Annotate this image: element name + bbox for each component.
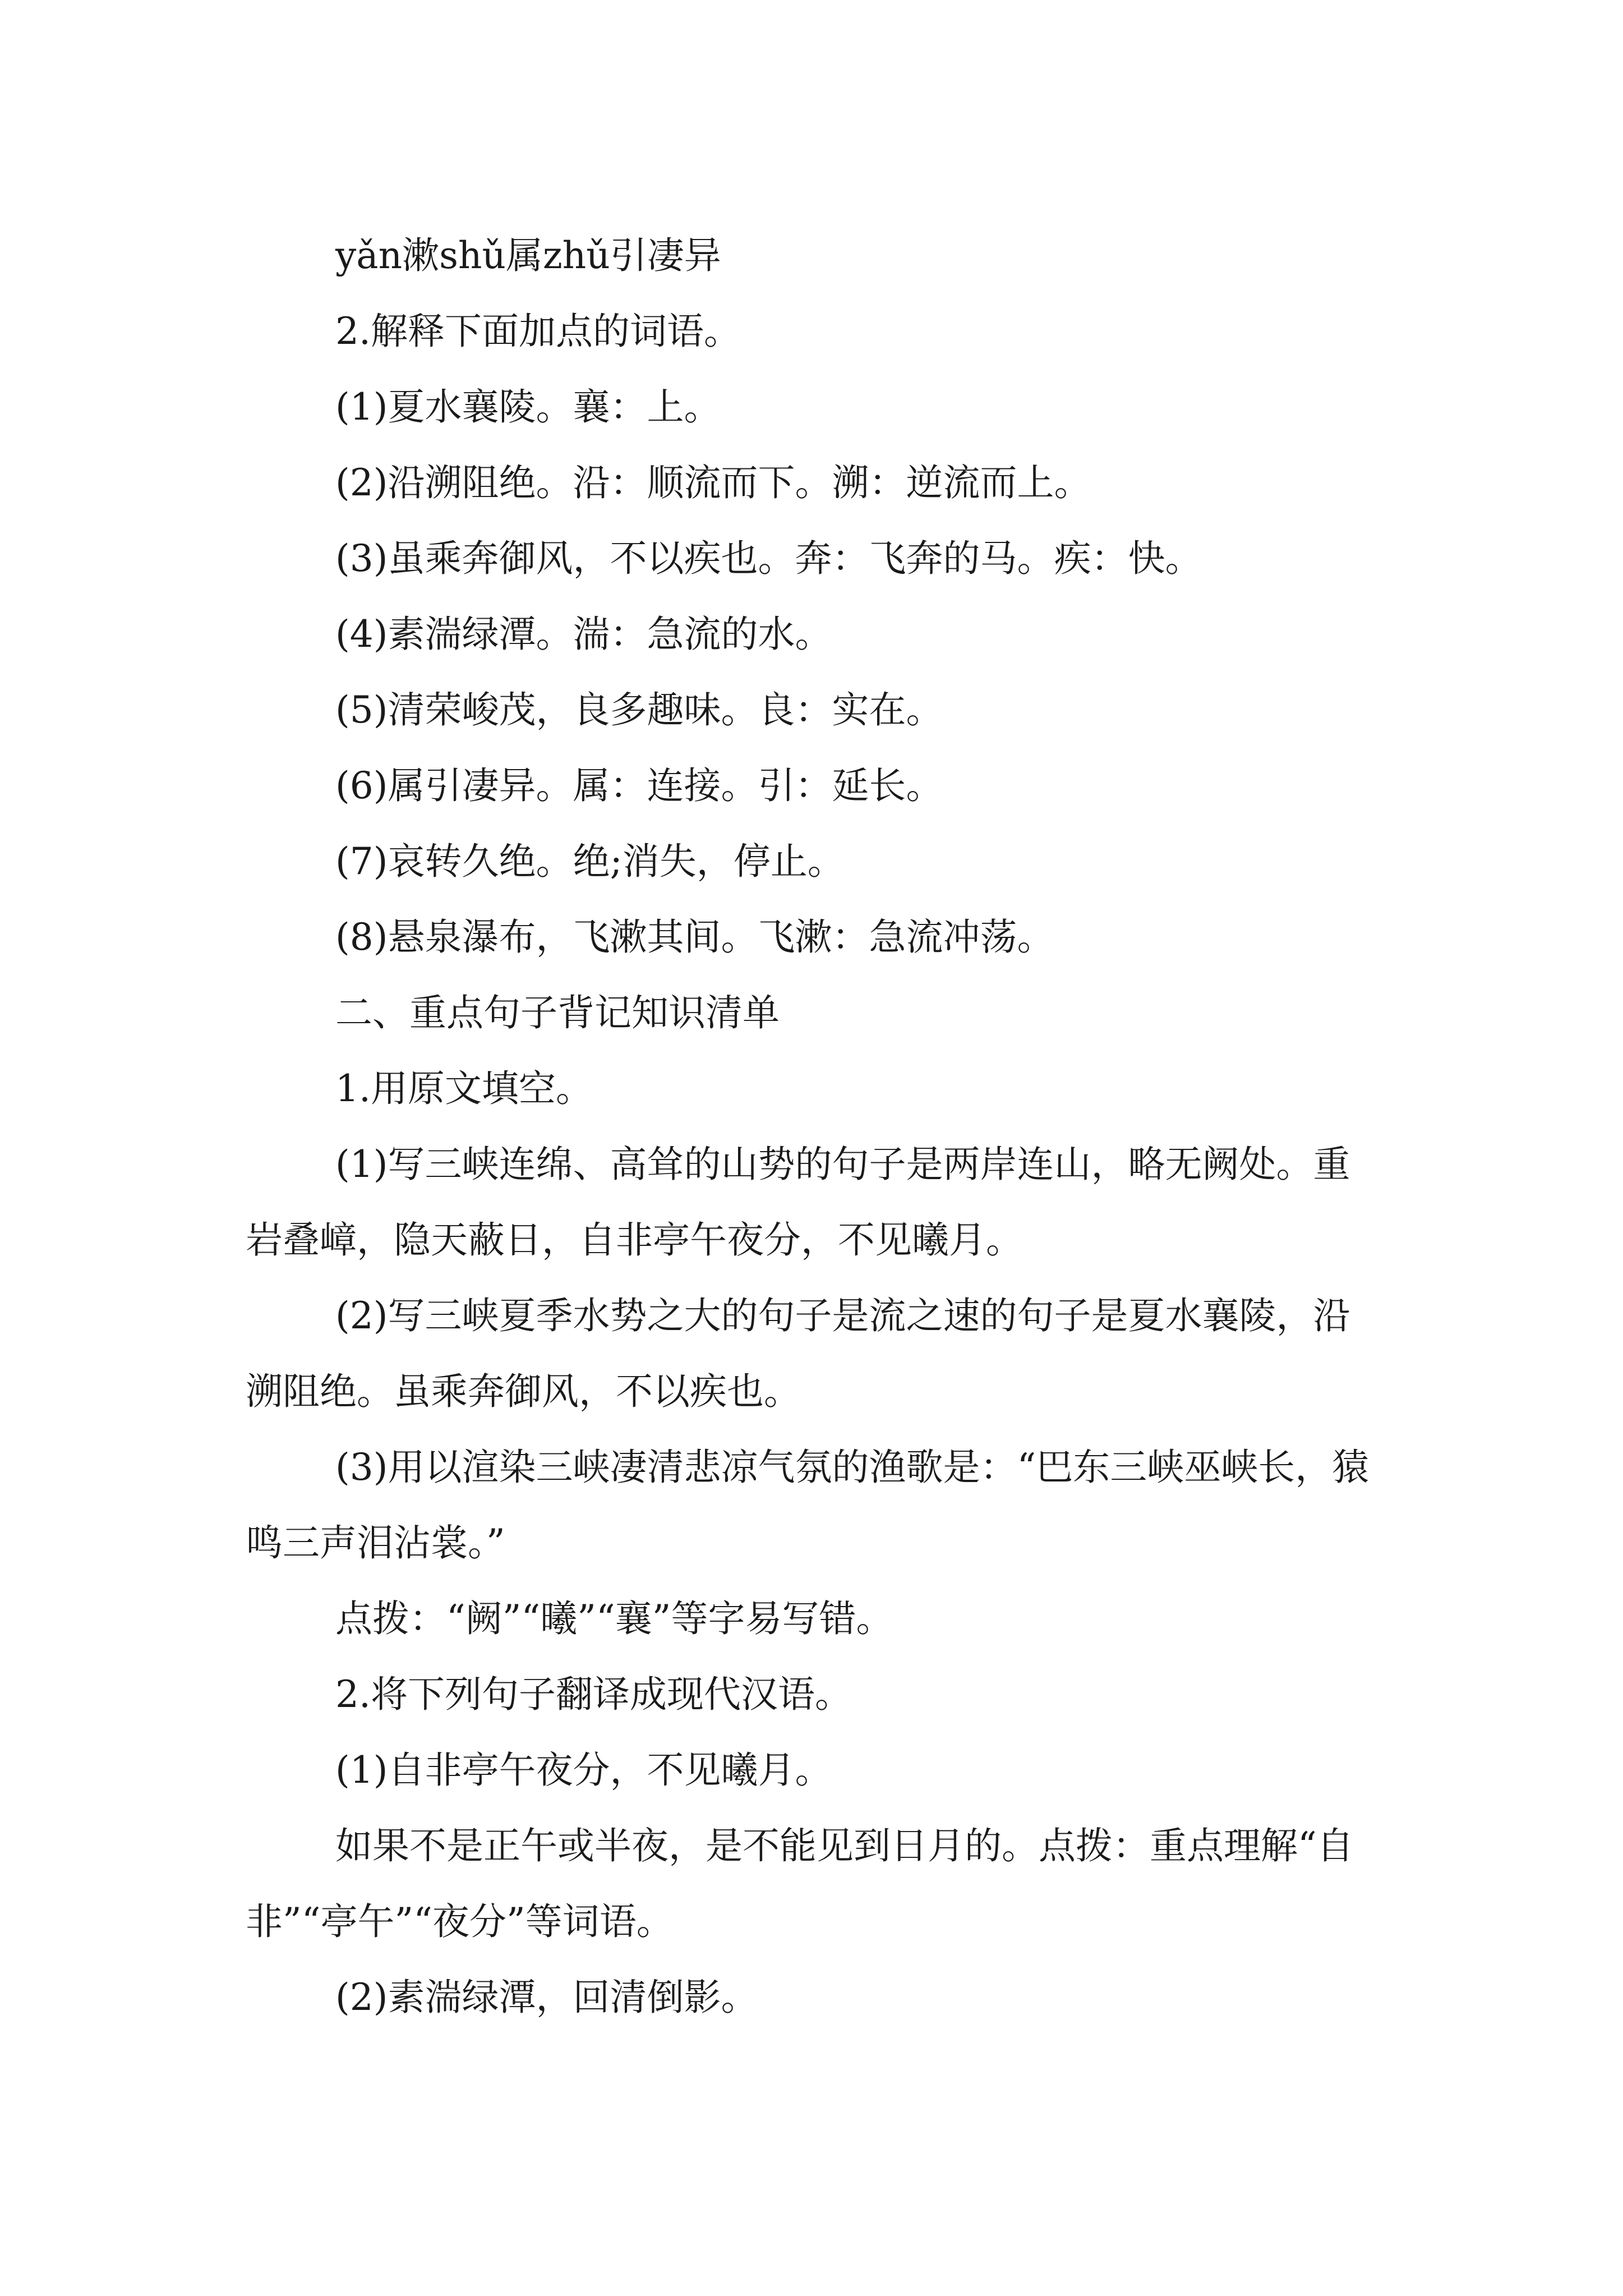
definition-item: (4)素湍绿潭。湍：急流的水。 [335, 613, 832, 656]
definition-item: (8)悬泉瀑布，飞漱其间。飞漱：急流冲荡。 [335, 915, 1054, 959]
definition-item: (6)属引凄异。属：连接。引：延长。 [335, 764, 943, 807]
question-heading: 1.用原文填空。 [335, 1067, 593, 1110]
definition-item: (1)夏水襄陵。襄：上。 [335, 385, 721, 429]
section-heading: 二、重点句子背记知识清单 [335, 991, 780, 1034]
fill-in-item: (2)写三峡夏季水势之大的句子是流之速的句子是夏水襄陵，沿溯阻绝。虽乘奔御风，不以疾也。 [246, 1294, 1350, 1413]
fill-in-item: (3)用以渲染三峡凄清悲凉气氛的渔歌是：“巴东三峡巫峡长，猿鸣三声泪沾裳。” [246, 1446, 1370, 1565]
document-body [246, 218, 1384, 2035]
question-heading: 2.解释下面加点的词语。 [335, 310, 741, 353]
translation-answer: 如果不是正午或半夜，是不能见到日月的。点拨：重点理解“自非”“亭午”“夜分”等词语。 [246, 1824, 1354, 1943]
definition-item: (3)虽乘奔御风，不以疾也。奔：飞奔的马。疾：快。 [335, 537, 1202, 580]
definition-item: (2)沿溯阻绝。沿：顺流而下。溯：逆流而上。 [335, 461, 1091, 504]
translation-item: (2)素湍绿潭，回清倒影。 [335, 1976, 758, 2019]
question-heading: 2.将下列句子翻译成现代汉语。 [335, 1673, 852, 1716]
definition-item: (7)哀转久绝。绝;消失，停止。 [335, 840, 845, 883]
pinyin-line: yǎn漱shǔ属zhǔ引凄异 [335, 234, 721, 277]
definition-item: (5)清荣峻茂，良多趣味。良：实在。 [335, 688, 943, 731]
translation-item: (1)自非亭午夜分，不见曦月。 [335, 1749, 832, 1792]
tip-note: 点拨：“阙”“曦”“襄”等字易写错。 [335, 1597, 893, 1640]
fill-in-item: (1)写三峡连绵、高耸的山势的句子是两岸连山，略无阙处。重岩叠嶂，隐天蔽日，自非亭午夜分，不见曦月。 [246, 1143, 1350, 1262]
